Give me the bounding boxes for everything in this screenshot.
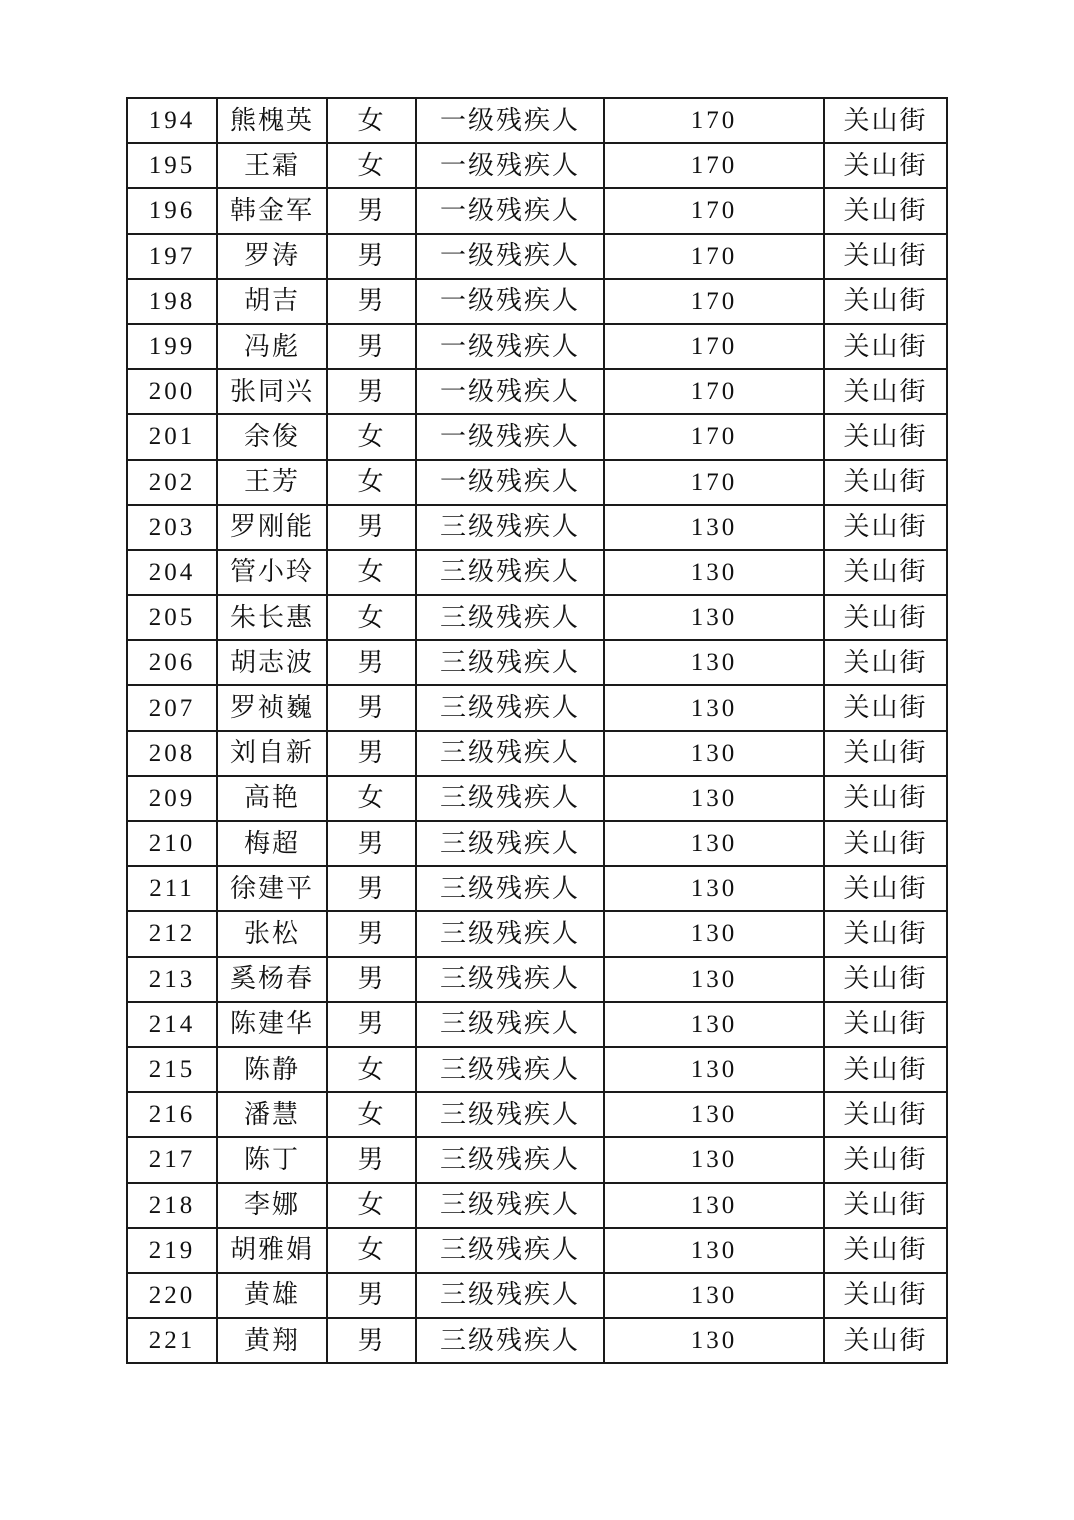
street-cell: 关山街 xyxy=(824,234,947,279)
disability-level-cell: 三级残疾人 xyxy=(416,1318,604,1363)
disability-level-cell: 三级残疾人 xyxy=(416,1228,604,1273)
table-row xyxy=(127,369,947,414)
row-number-cell: 206 xyxy=(127,640,217,685)
disability-level-cell: 一级残疾人 xyxy=(416,188,604,233)
disability-level-cell: 三级残疾人 xyxy=(416,1092,604,1137)
street-cell: 关山街 xyxy=(824,414,947,459)
row-number-cell: 211 xyxy=(127,866,217,911)
disability-level-cell: 三级残疾人 xyxy=(416,957,604,1002)
row-number-cell: 219 xyxy=(127,1228,217,1273)
gender-cell: 女 xyxy=(327,98,416,143)
disability-level-cell: 三级残疾人 xyxy=(416,1183,604,1228)
table-row xyxy=(127,98,947,143)
disability-level-cell: 三级残疾人 xyxy=(416,1137,604,1182)
roster-table xyxy=(126,97,948,1364)
gender-cell: 男 xyxy=(327,1318,416,1363)
name-cell: 熊槐英 xyxy=(217,98,327,143)
name-cell: 朱长惠 xyxy=(217,595,327,640)
amount-cell: 170 xyxy=(604,414,824,459)
table-row xyxy=(127,866,947,911)
street-cell: 关山街 xyxy=(824,188,947,233)
gender-cell: 女 xyxy=(327,1092,416,1137)
disability-level-cell: 一级残疾人 xyxy=(416,414,604,459)
street-cell: 关山街 xyxy=(824,505,947,550)
street-cell: 关山街 xyxy=(824,550,947,595)
amount-cell: 130 xyxy=(604,1137,824,1182)
amount-cell: 130 xyxy=(604,1228,824,1273)
street-cell: 关山街 xyxy=(824,1318,947,1363)
amount-cell: 130 xyxy=(604,685,824,730)
row-number-cell: 203 xyxy=(127,505,217,550)
gender-cell: 男 xyxy=(327,188,416,233)
name-cell: 管小玲 xyxy=(217,550,327,595)
row-number-cell: 217 xyxy=(127,1137,217,1182)
disability-level-cell: 三级残疾人 xyxy=(416,731,604,776)
amount-cell: 130 xyxy=(604,911,824,956)
row-number-cell: 201 xyxy=(127,414,217,459)
row-number-cell: 218 xyxy=(127,1183,217,1228)
gender-cell: 女 xyxy=(327,776,416,821)
name-cell: 潘慧 xyxy=(217,1092,327,1137)
amount-cell: 130 xyxy=(604,1318,824,1363)
street-cell: 关山街 xyxy=(824,1137,947,1182)
table-row xyxy=(127,505,947,550)
row-number-cell: 194 xyxy=(127,98,217,143)
table-row xyxy=(127,1318,947,1363)
row-number-cell: 212 xyxy=(127,911,217,956)
name-cell: 王霜 xyxy=(217,143,327,188)
street-cell: 关山街 xyxy=(824,821,947,866)
gender-cell: 男 xyxy=(327,731,416,776)
gender-cell: 女 xyxy=(327,1047,416,1092)
street-cell: 关山街 xyxy=(824,911,947,956)
row-number-cell: 202 xyxy=(127,460,217,505)
disability-level-cell: 三级残疾人 xyxy=(416,685,604,730)
amount-cell: 130 xyxy=(604,640,824,685)
table-row xyxy=(127,595,947,640)
name-cell: 罗刚能 xyxy=(217,505,327,550)
gender-cell: 男 xyxy=(327,279,416,324)
amount-cell: 170 xyxy=(604,143,824,188)
name-cell: 王芳 xyxy=(217,460,327,505)
street-cell: 关山街 xyxy=(824,1183,947,1228)
gender-cell: 女 xyxy=(327,1228,416,1273)
name-cell: 刘自新 xyxy=(217,731,327,776)
table-row xyxy=(127,776,947,821)
gender-cell: 男 xyxy=(327,821,416,866)
disability-level-cell: 一级残疾人 xyxy=(416,143,604,188)
amount-cell: 130 xyxy=(604,866,824,911)
gender-cell: 女 xyxy=(327,143,416,188)
street-cell: 关山街 xyxy=(824,731,947,776)
street-cell: 关山街 xyxy=(824,1228,947,1273)
table-row xyxy=(127,731,947,776)
table-row xyxy=(127,1137,947,1182)
name-cell: 陈建华 xyxy=(217,1002,327,1047)
street-cell: 关山街 xyxy=(824,957,947,1002)
disability-level-cell: 一级残疾人 xyxy=(416,234,604,279)
disability-level-cell: 三级残疾人 xyxy=(416,1273,604,1318)
row-number-cell: 204 xyxy=(127,550,217,595)
disability-level-cell: 三级残疾人 xyxy=(416,595,604,640)
amount-cell: 130 xyxy=(604,776,824,821)
street-cell: 关山街 xyxy=(824,279,947,324)
amount-cell: 130 xyxy=(604,1092,824,1137)
gender-cell: 男 xyxy=(327,1273,416,1318)
name-cell: 梅超 xyxy=(217,821,327,866)
amount-cell: 170 xyxy=(604,188,824,233)
name-cell: 李娜 xyxy=(217,1183,327,1228)
disability-level-cell: 一级残疾人 xyxy=(416,460,604,505)
table-row xyxy=(127,188,947,233)
street-cell: 关山街 xyxy=(824,1047,947,1092)
row-number-cell: 215 xyxy=(127,1047,217,1092)
table-row xyxy=(127,1273,947,1318)
row-number-cell: 220 xyxy=(127,1273,217,1318)
gender-cell: 男 xyxy=(327,324,416,369)
amount-cell: 170 xyxy=(604,460,824,505)
name-cell: 高艳 xyxy=(217,776,327,821)
name-cell: 徐建平 xyxy=(217,866,327,911)
gender-cell: 男 xyxy=(327,866,416,911)
row-number-cell: 200 xyxy=(127,369,217,414)
row-number-cell: 195 xyxy=(127,143,217,188)
table-row xyxy=(127,1228,947,1273)
street-cell: 关山街 xyxy=(824,595,947,640)
gender-cell: 女 xyxy=(327,1183,416,1228)
table-row xyxy=(127,911,947,956)
amount-cell: 130 xyxy=(604,1047,824,1092)
name-cell: 黄雄 xyxy=(217,1273,327,1318)
row-number-cell: 210 xyxy=(127,821,217,866)
row-number-cell: 196 xyxy=(127,188,217,233)
disability-level-cell: 一级残疾人 xyxy=(416,98,604,143)
name-cell: 张松 xyxy=(217,911,327,956)
row-number-cell: 207 xyxy=(127,685,217,730)
amount-cell: 170 xyxy=(604,279,824,324)
street-cell: 关山街 xyxy=(824,369,947,414)
table-row xyxy=(127,279,947,324)
name-cell: 胡雅娟 xyxy=(217,1228,327,1273)
amount-cell: 130 xyxy=(604,1002,824,1047)
row-number-cell: 208 xyxy=(127,731,217,776)
row-number-cell: 205 xyxy=(127,595,217,640)
name-cell: 余俊 xyxy=(217,414,327,459)
row-number-cell: 214 xyxy=(127,1002,217,1047)
name-cell: 陈丁 xyxy=(217,1137,327,1182)
table-row xyxy=(127,1002,947,1047)
name-cell: 奚杨春 xyxy=(217,957,327,1002)
gender-cell: 男 xyxy=(327,369,416,414)
disability-level-cell: 三级残疾人 xyxy=(416,776,604,821)
disability-level-cell: 三级残疾人 xyxy=(416,505,604,550)
row-number-cell: 198 xyxy=(127,279,217,324)
gender-cell: 女 xyxy=(327,414,416,459)
row-number-cell: 199 xyxy=(127,324,217,369)
street-cell: 关山街 xyxy=(824,640,947,685)
gender-cell: 男 xyxy=(327,1137,416,1182)
street-cell: 关山街 xyxy=(824,685,947,730)
amount-cell: 130 xyxy=(604,595,824,640)
amount-cell: 130 xyxy=(604,1183,824,1228)
gender-cell: 男 xyxy=(327,234,416,279)
gender-cell: 男 xyxy=(327,685,416,730)
disability-level-cell: 三级残疾人 xyxy=(416,866,604,911)
gender-cell: 男 xyxy=(327,911,416,956)
table-row xyxy=(127,234,947,279)
table-row xyxy=(127,460,947,505)
name-cell: 陈静 xyxy=(217,1047,327,1092)
street-cell: 关山街 xyxy=(824,1273,947,1318)
name-cell: 胡吉 xyxy=(217,279,327,324)
name-cell: 张同兴 xyxy=(217,369,327,414)
gender-cell: 男 xyxy=(327,1002,416,1047)
amount-cell: 170 xyxy=(604,234,824,279)
table-row xyxy=(127,324,947,369)
street-cell: 关山街 xyxy=(824,143,947,188)
street-cell: 关山街 xyxy=(824,776,947,821)
street-cell: 关山街 xyxy=(824,1092,947,1137)
disability-level-cell: 一级残疾人 xyxy=(416,279,604,324)
table-row xyxy=(127,1047,947,1092)
table-row xyxy=(127,1183,947,1228)
street-cell: 关山街 xyxy=(824,324,947,369)
amount-cell: 130 xyxy=(604,821,824,866)
disability-level-cell: 三级残疾人 xyxy=(416,640,604,685)
amount-cell: 170 xyxy=(604,324,824,369)
name-cell: 黄翔 xyxy=(217,1318,327,1363)
disability-level-cell: 三级残疾人 xyxy=(416,821,604,866)
gender-cell: 男 xyxy=(327,505,416,550)
row-number-cell: 216 xyxy=(127,1092,217,1137)
amount-cell: 130 xyxy=(604,550,824,595)
gender-cell: 女 xyxy=(327,595,416,640)
amount-cell: 130 xyxy=(604,731,824,776)
amount-cell: 130 xyxy=(604,505,824,550)
street-cell: 关山街 xyxy=(824,460,947,505)
table-row xyxy=(127,640,947,685)
table-row xyxy=(127,821,947,866)
table-row xyxy=(127,143,947,188)
row-number-cell: 209 xyxy=(127,776,217,821)
street-cell: 关山街 xyxy=(824,1002,947,1047)
amount-cell: 170 xyxy=(604,369,824,414)
disability-level-cell: 三级残疾人 xyxy=(416,550,604,595)
amount-cell: 130 xyxy=(604,1273,824,1318)
disability-level-cell: 三级残疾人 xyxy=(416,1002,604,1047)
row-number-cell: 221 xyxy=(127,1318,217,1363)
roster-table-body xyxy=(127,98,947,1363)
gender-cell: 女 xyxy=(327,550,416,595)
disability-level-cell: 一级残疾人 xyxy=(416,369,604,414)
amount-cell: 130 xyxy=(604,957,824,1002)
row-number-cell: 213 xyxy=(127,957,217,1002)
name-cell: 罗涛 xyxy=(217,234,327,279)
gender-cell: 女 xyxy=(327,460,416,505)
table-row xyxy=(127,957,947,1002)
disability-level-cell: 三级残疾人 xyxy=(416,911,604,956)
street-cell: 关山街 xyxy=(824,98,947,143)
name-cell: 冯彪 xyxy=(217,324,327,369)
table-row xyxy=(127,550,947,595)
disability-level-cell: 一级残疾人 xyxy=(416,324,604,369)
name-cell: 罗祯巍 xyxy=(217,685,327,730)
row-number-cell: 197 xyxy=(127,234,217,279)
name-cell: 胡志波 xyxy=(217,640,327,685)
table-row xyxy=(127,1092,947,1137)
amount-cell: 170 xyxy=(604,98,824,143)
gender-cell: 男 xyxy=(327,957,416,1002)
street-cell: 关山街 xyxy=(824,866,947,911)
name-cell: 韩金军 xyxy=(217,188,327,233)
gender-cell: 男 xyxy=(327,640,416,685)
table-row xyxy=(127,685,947,730)
table-row xyxy=(127,414,947,459)
disability-level-cell: 三级残疾人 xyxy=(416,1047,604,1092)
